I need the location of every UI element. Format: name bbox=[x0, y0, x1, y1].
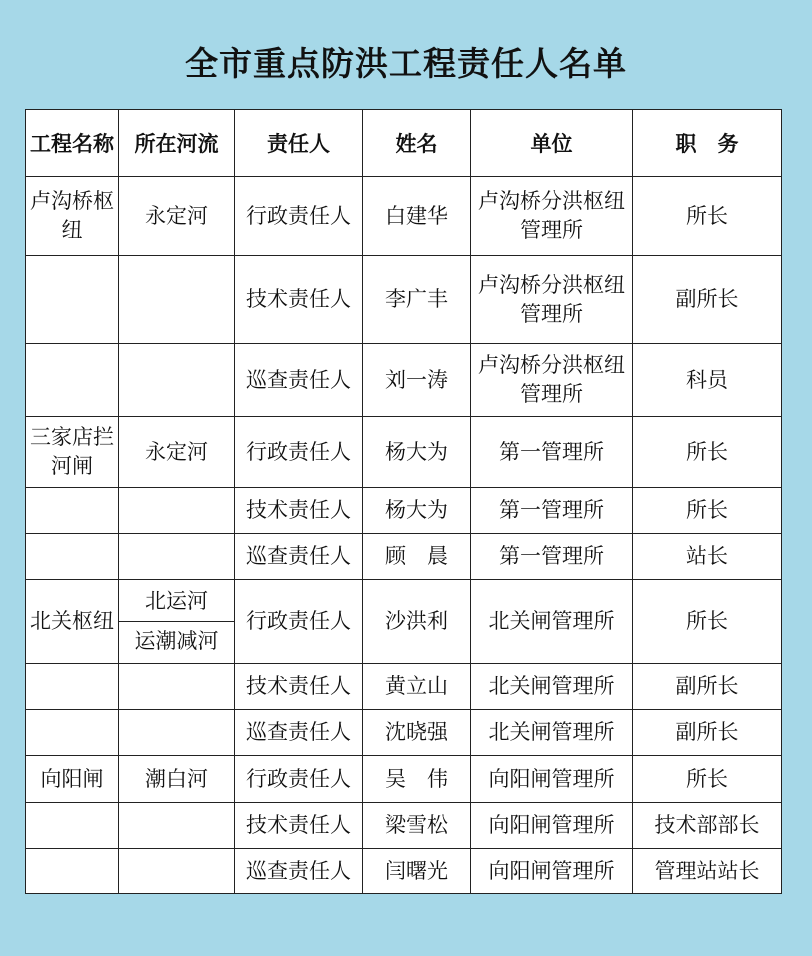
cell-unit: 北关闸管理所 bbox=[471, 664, 633, 710]
cell-river bbox=[119, 803, 235, 849]
cell-position: 站长 bbox=[633, 534, 782, 580]
cell-project: 北关枢纽 bbox=[26, 580, 119, 664]
cell-river bbox=[119, 534, 235, 580]
cell-river: 永定河 bbox=[119, 177, 235, 256]
cell-name: 梁雪松 bbox=[363, 803, 471, 849]
cell-role: 技术责任人 bbox=[235, 488, 363, 534]
header-river: 所在河流 bbox=[119, 110, 235, 177]
cell-unit: 第一管理所 bbox=[471, 488, 633, 534]
cell-unit: 第一管理所 bbox=[471, 534, 633, 580]
cell-project bbox=[26, 344, 119, 417]
cell-project bbox=[26, 664, 119, 710]
table-row bbox=[26, 417, 782, 488]
cell-unit: 向阳闸管理所 bbox=[471, 849, 633, 894]
cell-role: 行政责任人 bbox=[235, 417, 363, 488]
cell-unit: 卢沟桥分洪枢纽管理所 bbox=[471, 256, 633, 344]
page-title: 全市重点防洪工程责任人名单 bbox=[185, 44, 627, 83]
cell-project bbox=[26, 256, 119, 344]
cell-project: 向阳闸 bbox=[26, 756, 119, 803]
cell-river bbox=[119, 849, 235, 894]
cell-name: 李广丰 bbox=[363, 256, 471, 344]
cell-name: 刘一涛 bbox=[363, 344, 471, 417]
cell-position: 所长 bbox=[633, 488, 782, 534]
cell-position: 所长 bbox=[633, 417, 782, 488]
cell-name: 杨大为 bbox=[363, 488, 471, 534]
cell-position: 管理站站长 bbox=[633, 849, 782, 894]
table-row bbox=[26, 756, 782, 803]
cell-unit: 北关闸管理所 bbox=[471, 580, 633, 664]
cell-project: 卢沟桥枢纽 bbox=[26, 177, 119, 256]
cell-role: 技术责任人 bbox=[235, 664, 363, 710]
cell-role: 行政责任人 bbox=[235, 177, 363, 256]
cell-unit: 向阳闸管理所 bbox=[471, 803, 633, 849]
cell-unit: 北关闸管理所 bbox=[471, 710, 633, 756]
cell-position: 副所长 bbox=[633, 256, 782, 344]
cell-position: 所长 bbox=[633, 580, 782, 664]
cell-role: 巡查责任人 bbox=[235, 710, 363, 756]
cell-position: 所长 bbox=[633, 756, 782, 803]
cell-name: 沙洪利 bbox=[363, 580, 471, 664]
cell-name: 闫曙光 bbox=[363, 849, 471, 894]
cell-position: 副所长 bbox=[633, 710, 782, 756]
header-role: 责任人 bbox=[235, 110, 363, 177]
cell-unit: 向阳闸管理所 bbox=[471, 756, 633, 803]
cell-role: 技术责任人 bbox=[235, 803, 363, 849]
cell-position: 技术部部长 bbox=[633, 803, 782, 849]
cell-name: 沈晓强 bbox=[363, 710, 471, 756]
cell-project bbox=[26, 849, 119, 894]
table-row bbox=[26, 256, 782, 344]
cell-name: 白建华 bbox=[363, 177, 471, 256]
responsibility-table bbox=[25, 109, 782, 894]
header-project: 工程名称 bbox=[26, 110, 119, 177]
table-row bbox=[26, 664, 782, 710]
cell-role: 行政责任人 bbox=[235, 756, 363, 803]
header-position: 职 务 bbox=[633, 110, 782, 177]
table-row bbox=[26, 344, 782, 417]
cell-river bbox=[119, 710, 235, 756]
cell-role: 技术责任人 bbox=[235, 256, 363, 344]
cell-river bbox=[119, 664, 235, 710]
cell-role: 行政责任人 bbox=[235, 580, 363, 664]
cell-river bbox=[119, 580, 235, 664]
cell-river: 永定河 bbox=[119, 417, 235, 488]
cell-river bbox=[119, 488, 235, 534]
cell-role: 巡查责任人 bbox=[235, 534, 363, 580]
cell-river bbox=[119, 256, 235, 344]
table-row bbox=[26, 849, 782, 894]
cell-project bbox=[26, 488, 119, 534]
table-row bbox=[26, 803, 782, 849]
header-name: 姓名 bbox=[363, 110, 471, 177]
cell-project bbox=[26, 803, 119, 849]
cell-position: 副所长 bbox=[633, 664, 782, 710]
cell-river bbox=[119, 344, 235, 417]
cell-river: 潮白河 bbox=[119, 756, 235, 803]
river-name: 北运河 bbox=[145, 589, 208, 613]
table-row bbox=[26, 177, 782, 256]
cell-name: 杨大为 bbox=[363, 417, 471, 488]
cell-name: 顾 晨 bbox=[363, 534, 471, 580]
cell-project bbox=[26, 534, 119, 580]
table-row bbox=[26, 488, 782, 534]
cell-unit: 第一管理所 bbox=[471, 417, 633, 488]
cell-unit: 卢沟桥分洪枢纽管理所 bbox=[471, 344, 633, 417]
cell-role: 巡查责任人 bbox=[235, 849, 363, 894]
river-name: 运潮减河 bbox=[119, 621, 234, 661]
cell-position: 所长 bbox=[633, 177, 782, 256]
table-row bbox=[26, 710, 782, 756]
cell-project: 三家店拦河闸 bbox=[26, 417, 119, 488]
cell-position: 科员 bbox=[633, 344, 782, 417]
header-unit: 单位 bbox=[471, 110, 633, 177]
table-row bbox=[26, 534, 782, 580]
header-row bbox=[26, 110, 782, 177]
cell-unit: 卢沟桥分洪枢纽管理所 bbox=[471, 177, 633, 256]
cell-name: 黄立山 bbox=[363, 664, 471, 710]
table-row bbox=[26, 580, 782, 664]
cell-role: 巡查责任人 bbox=[235, 344, 363, 417]
cell-project bbox=[26, 710, 119, 756]
cell-name: 吴 伟 bbox=[363, 756, 471, 803]
